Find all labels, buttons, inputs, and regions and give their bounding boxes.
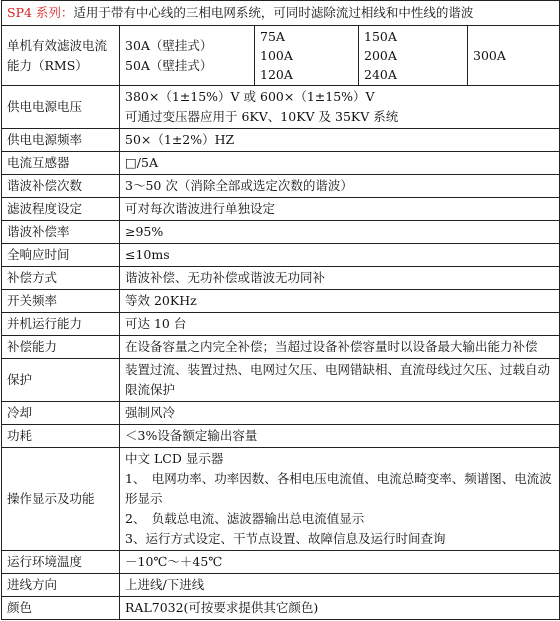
row-value-line: 强制风冷 [125, 405, 176, 420]
table-row [2, 290, 560, 313]
row-value-line: 可通过变压器应用于 6KV、10KV 及 35KV 系统 [125, 109, 399, 124]
row-value [120, 198, 560, 221]
row-value-line: □/5A [125, 155, 159, 170]
row-value-line: ≤10ms [125, 247, 170, 262]
table-row [2, 129, 560, 152]
row-value-line: 380×（1±15%）V 或 600×（1±15%）V [125, 89, 375, 104]
series-name: SP4 系列： [7, 5, 74, 20]
row-value-line: 可对每次谐波进行单独设定 [125, 201, 276, 216]
row-value [120, 152, 560, 175]
current-value-200: 200A [364, 48, 397, 63]
current-col2 [255, 26, 359, 86]
table-row [2, 597, 560, 620]
row-label: 操作显示及功能 [2, 448, 120, 551]
row-value-line: 装置过流、装置过热、电网过欠压、电网错缺相、直流母线过欠压、过载自动限流保护 [125, 362, 551, 397]
row-value [120, 597, 560, 620]
current-label-line1: 单机有效滤波电流 [7, 37, 108, 53]
row-value-line: 谐波补偿、无功补偿或谐波无功同补 [125, 270, 326, 285]
row-value-line: 3～50 次（消除全部或选定次数的谐波） [125, 178, 353, 193]
row-value [120, 359, 560, 402]
row-label: 功耗 [2, 425, 120, 448]
wall-mount-values [120, 26, 255, 86]
row-label: 供电电源电压 [2, 86, 120, 129]
current-value-120: 120A [260, 67, 293, 82]
row-value-line: 中文 LCD 显示器 [125, 451, 224, 466]
current-value-100: 100A [260, 48, 293, 63]
row-label: 并机运行能力 [2, 313, 120, 336]
row-value [120, 129, 560, 152]
row-value-line: 3、运行方式设定、干节点设置、故障信息及运行时间查询 [125, 531, 446, 546]
current-value-75: 75A [260, 29, 285, 44]
wall-value-1: 30A（壁挂式） [125, 37, 213, 53]
series-desc: 适用于带有中心线的三相电网系统，可同时滤除流过相线和中性线的谐波 [73, 5, 474, 20]
table-row [2, 313, 560, 336]
table-row [2, 221, 560, 244]
table-row [2, 244, 560, 267]
row-value-line: ≥95% [125, 224, 164, 239]
row-value [120, 267, 560, 290]
row-label: 冷却 [2, 402, 120, 425]
row-value [120, 221, 560, 244]
row-value [120, 574, 560, 597]
row-label: 保护 [2, 359, 120, 402]
row-value [120, 175, 560, 198]
wall-value-2: 50A（壁挂式） [125, 57, 213, 73]
row-value [120, 551, 560, 574]
table-row [2, 359, 560, 402]
table-row [2, 574, 560, 597]
spec-table [1, 0, 560, 620]
row-value [120, 336, 560, 359]
row-value [120, 244, 560, 267]
row-value [120, 448, 560, 551]
row-value [120, 402, 560, 425]
row-label: 谐波补偿率 [2, 221, 120, 244]
row-label: 滤波程度设定 [2, 198, 120, 221]
row-value [120, 313, 560, 336]
current-value-240: 240A [364, 67, 397, 82]
table-header-row [2, 1, 560, 26]
row-value-line: 1、 电网功率、功率因数、各相电压电流值、电流总畸变率、频谱图、电流波形显示 [125, 471, 552, 506]
row-value [120, 425, 560, 448]
row-value-line: RAL7032(可按要求提供其它颜色) [125, 600, 319, 615]
series-description [2, 1, 560, 26]
table-row [2, 402, 560, 425]
row-label: 进线方向 [2, 574, 120, 597]
row-label: 补偿能力 [2, 336, 120, 359]
row-label: 供电电源频率 [2, 129, 120, 152]
row-label: 全响应时间 [2, 244, 120, 267]
row-value-line: 可达 10 台 [125, 316, 187, 331]
row-value [120, 290, 560, 313]
row-value-line: 50×（1±2%）HZ [125, 132, 235, 147]
spec-rows [2, 86, 560, 620]
row-value [120, 86, 560, 129]
current-row [2, 26, 560, 86]
row-label: 颜色 [2, 597, 120, 620]
row-value-line: ＜3%设备额定输出容量 [125, 428, 258, 443]
row-value-line: 在设备容量之内完全补偿；当超过设备补偿容量时以设备最大输出能力补偿 [125, 339, 538, 354]
current-label [2, 26, 120, 86]
table-row [2, 267, 560, 290]
row-value-line: 等效 20KHz [125, 293, 197, 308]
row-label: 谐波补偿次数 [2, 175, 120, 198]
row-label: 运行环境温度 [2, 551, 120, 574]
table-row [2, 86, 560, 129]
row-value-line: －10℃～＋45℃ [125, 554, 223, 569]
row-value-line: 上进线/下进线 [125, 577, 205, 592]
table-row [2, 175, 560, 198]
current-label-line2: 能力（RMS） [7, 57, 88, 73]
table-row [2, 425, 560, 448]
table-row [2, 336, 560, 359]
current-col3 [359, 26, 468, 86]
row-value-line: 2、 负载总电流、滤波器输出总电流值显示 [125, 511, 365, 526]
row-label: 电流互感器 [2, 152, 120, 175]
table-row [2, 448, 560, 551]
row-label: 补偿方式 [2, 267, 120, 290]
row-label: 开关频率 [2, 290, 120, 313]
table-row [2, 551, 560, 574]
current-value-150: 150A [364, 29, 397, 44]
table-row [2, 198, 560, 221]
table-row [2, 152, 560, 175]
current-col4: 300A [468, 26, 560, 86]
